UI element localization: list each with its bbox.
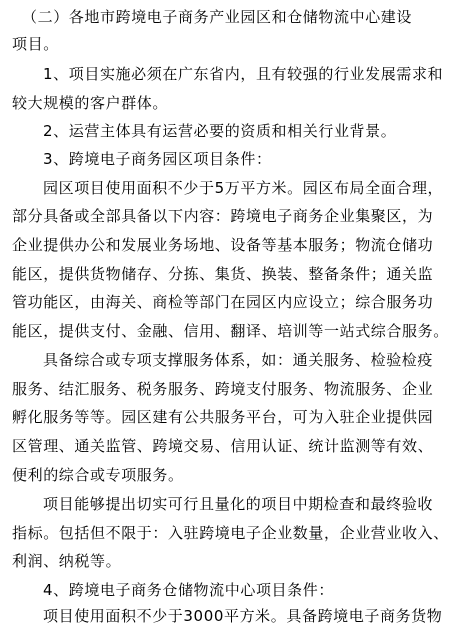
text-line: 项目。: [12, 35, 59, 53]
text-line: 项目能够提出切实可行且量化的项目中期检查和最终验收: [43, 495, 434, 513]
text-line: 园区项目使用面积不少于5万平方米。园区布局全面合理，: [43, 179, 444, 197]
text-line: 较大规模的客户群体。: [12, 94, 169, 112]
text-line: 区管理、通关监管、跨境交易、信用认证、统计监测等有效、: [12, 437, 434, 455]
text-line: 指标。包括但不限于：入驻跨境电子企业数量，企业营业收入、: [12, 524, 449, 542]
text-line: 服务、结汇服务、税务服务、跨境支付服务、物流服务、企业: [12, 380, 434, 398]
text-line: 1、项目实施必须在广东省内，且有较强的行业发展需求和: [43, 65, 444, 83]
text-line: 项目使用面积不少于3000平方米。具备跨境电子商务货物: [43, 607, 443, 625]
text-line: 企业提供办公和发展业务场地、设备等基本服务；物流仓储功: [12, 236, 434, 254]
text-line: 能区，提供货物储存、分拣、集货、换装、整备条件；通关监: [12, 265, 434, 283]
text-line: 2、运营主体具有运营必要的资质和相关行业背景。: [43, 122, 397, 140]
text-line: 管功能区，由海关、商检等部门在园区内应设立；综合服务功: [12, 293, 434, 311]
text-line: （二）各地市跨境电子商务产业园区和仓储物流中心建设: [22, 8, 413, 26]
text-line: 孵化服务等等。园区建有公共服务平台，可为入驻企业提供园: [12, 408, 434, 426]
text-line: 利润、纳税等。: [12, 552, 122, 570]
text-line: 4、跨境电子商务仓储物流中心项目条件：: [43, 581, 334, 599]
text-line: 3、跨境电子商务园区项目条件：: [43, 150, 272, 168]
text-line: 便利的综合或专项服务。: [12, 466, 184, 484]
text-line: 能区，提供支付、金融、信用、翻译、培训等一站式综合服务。: [12, 322, 449, 340]
text-line: 部分具备或全部具备以下内容：跨境电子商务企业集聚区，为: [12, 207, 434, 225]
text-line: 具备综合或专项支撑服务体系，如：通关服务、检验检疫: [43, 351, 434, 369]
